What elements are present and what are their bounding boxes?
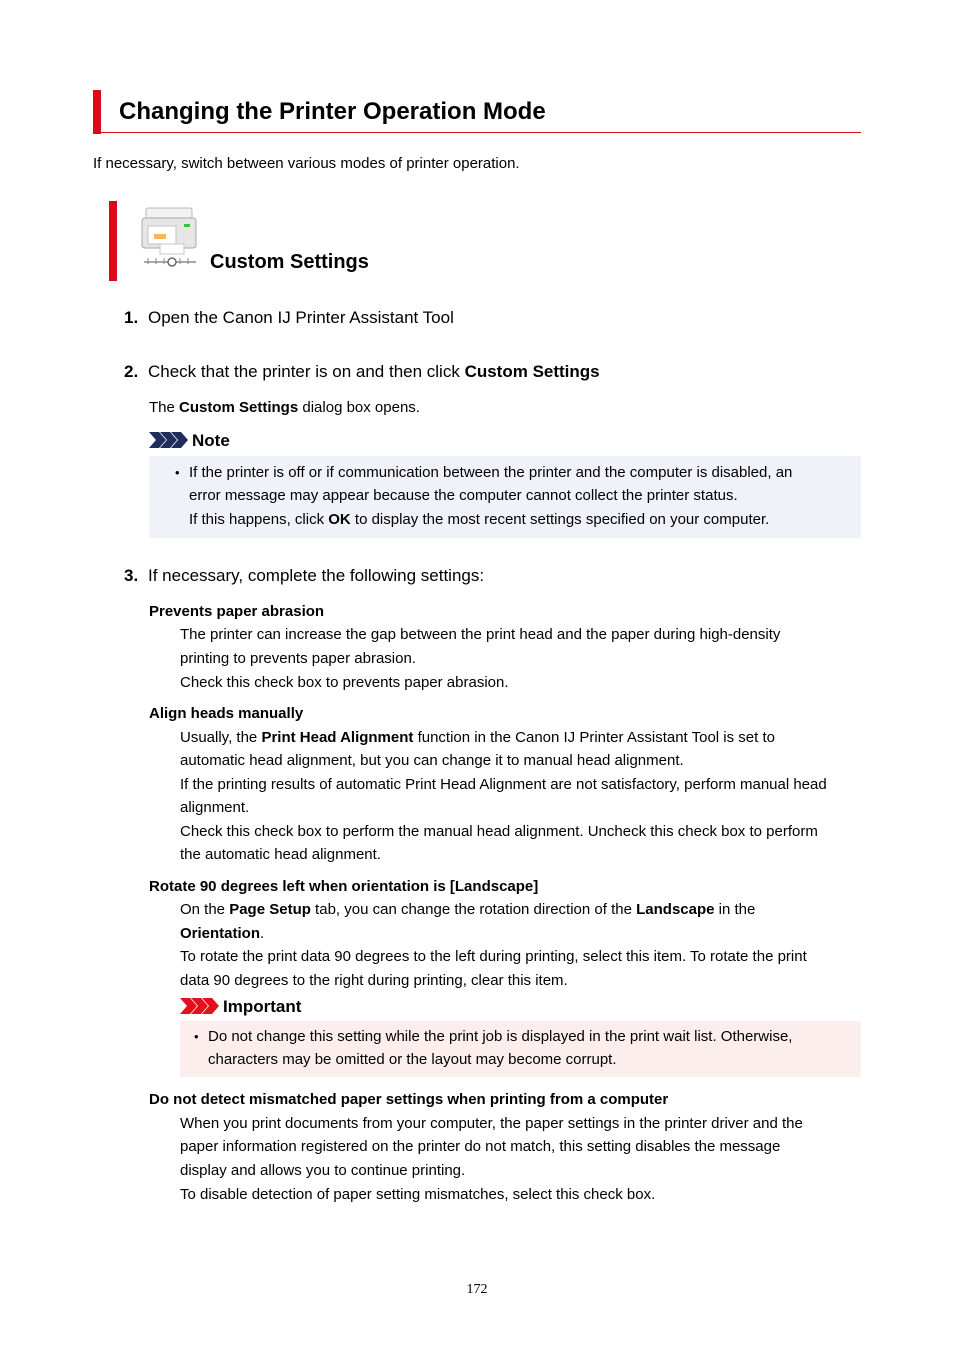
step-text-bold: Custom Settings: [464, 362, 600, 381]
setting-desc: Check this check box to perform the manual head alignment. Uncheck this check box to perform: [180, 823, 818, 840]
setting-desc: [180, 924, 264, 944]
step-text: Check that the printer is on and then click: [148, 362, 465, 381]
bullet-mark: •: [175, 465, 180, 480]
printer-icon: [140, 206, 200, 270]
setting-desc: Check this check box to prevents paper abrasion.: [180, 674, 509, 691]
step-text: If necessary, complete the following settings:: [148, 566, 485, 585]
note-line: [189, 510, 769, 530]
note-line: error message may appear because the computer cannot collect the printer status.: [189, 487, 738, 504]
bullet-mark: •: [194, 1029, 199, 1044]
text: dialog box opens.: [298, 399, 420, 416]
text: in the: [714, 901, 756, 918]
note-box: [149, 456, 861, 538]
text: to display the most recent settings specified on your computer.: [350, 511, 770, 528]
step-2-result: [149, 398, 420, 418]
setting-desc: [180, 728, 775, 748]
text: .: [260, 925, 265, 942]
text: function in the Canon IJ Printer Assistant Tool is set to: [413, 729, 775, 746]
setting-desc: alignment.: [180, 799, 250, 816]
intro-text: If necessary, switch between various modes of printer operation.: [93, 155, 520, 172]
note-line: If the printer is off or if communication between the printer and the computer is disabled, an: [189, 464, 793, 481]
text-bold: Orientation: [180, 925, 261, 942]
page-number: 172: [466, 1282, 488, 1297]
section-title: Custom Settings: [210, 251, 369, 273]
step-number: 2.: [124, 362, 139, 381]
important-bullet: [194, 1027, 199, 1047]
important-line: Do not change this setting while the print job is displayed in the print wait list. Otherwise,: [208, 1028, 793, 1045]
setting-desc: automatic head alignment, but you can change it to manual head alignment.: [180, 752, 684, 769]
important-line: characters may be omitted or the layout may become corrupt.: [208, 1051, 617, 1068]
text: If this happens, click: [189, 511, 329, 528]
step-3: [124, 565, 484, 587]
setting-desc: the automatic head alignment.: [180, 846, 381, 863]
text: Usually, the: [180, 729, 262, 746]
step-1: [124, 307, 454, 329]
text-bold: OK: [328, 511, 351, 528]
note-bullet: [175, 463, 180, 483]
important-label: Important: [223, 997, 302, 1016]
setting-desc: When you print documents from your computer, the paper settings in the printer driver and the: [180, 1115, 803, 1132]
page-title: Changing the Printer Operation Mode: [119, 98, 546, 125]
text-bold: Page Setup: [229, 901, 311, 918]
step-2: [124, 361, 600, 383]
text-bold: Print Head Alignment: [261, 729, 414, 746]
setting-desc: If the printing results of automatic Print Head Alignment are not satisfactory, perform manual head: [180, 776, 827, 793]
setting-desc: [180, 900, 755, 920]
setting-desc: paper information registered on the printer do not match, this setting disables the message: [180, 1138, 781, 1155]
setting-term: Rotate 90 degrees left when orientation is [Landscape]: [149, 878, 539, 895]
section-accent-bar: [109, 201, 117, 281]
setting-desc: data 90 degrees to the right during printing, clear this item.: [180, 972, 568, 989]
setting-desc: To disable detection of paper setting mismatches, select this check box.: [180, 1186, 656, 1203]
setting-desc: The printer can increase the gap between the print head and the paper during high-density: [180, 626, 781, 643]
title-underline: [93, 132, 861, 133]
setting-desc: printing to prevents paper abrasion.: [180, 650, 416, 667]
step-number: 1.: [124, 308, 139, 327]
note-chevrons-icon: [149, 432, 189, 448]
setting-term: Do not detect mismatched paper settings when printing from a computer: [149, 1091, 669, 1108]
step-text: Open the Canon IJ Printer Assistant Tool: [148, 308, 454, 327]
text-bold: Landscape: [636, 901, 715, 918]
step-number: 3.: [124, 566, 139, 585]
setting-term: Prevents paper abrasion: [149, 603, 325, 620]
setting-desc: To rotate the print data 90 degrees to the left during printing, select this item. To rotate the print: [180, 948, 807, 965]
important-box: [180, 1021, 861, 1077]
text: The: [149, 399, 180, 416]
text: tab, you can change the rotation direction of the: [310, 901, 637, 918]
title-accent-bar: [93, 90, 101, 134]
important-chevrons-icon: [180, 998, 220, 1014]
setting-desc: display and allows you to continue printing.: [180, 1162, 466, 1179]
text: On the: [180, 901, 230, 918]
setting-term: Align heads manually: [149, 705, 304, 722]
note-label: Note: [192, 431, 230, 450]
text-bold: Custom Settings: [179, 399, 299, 416]
